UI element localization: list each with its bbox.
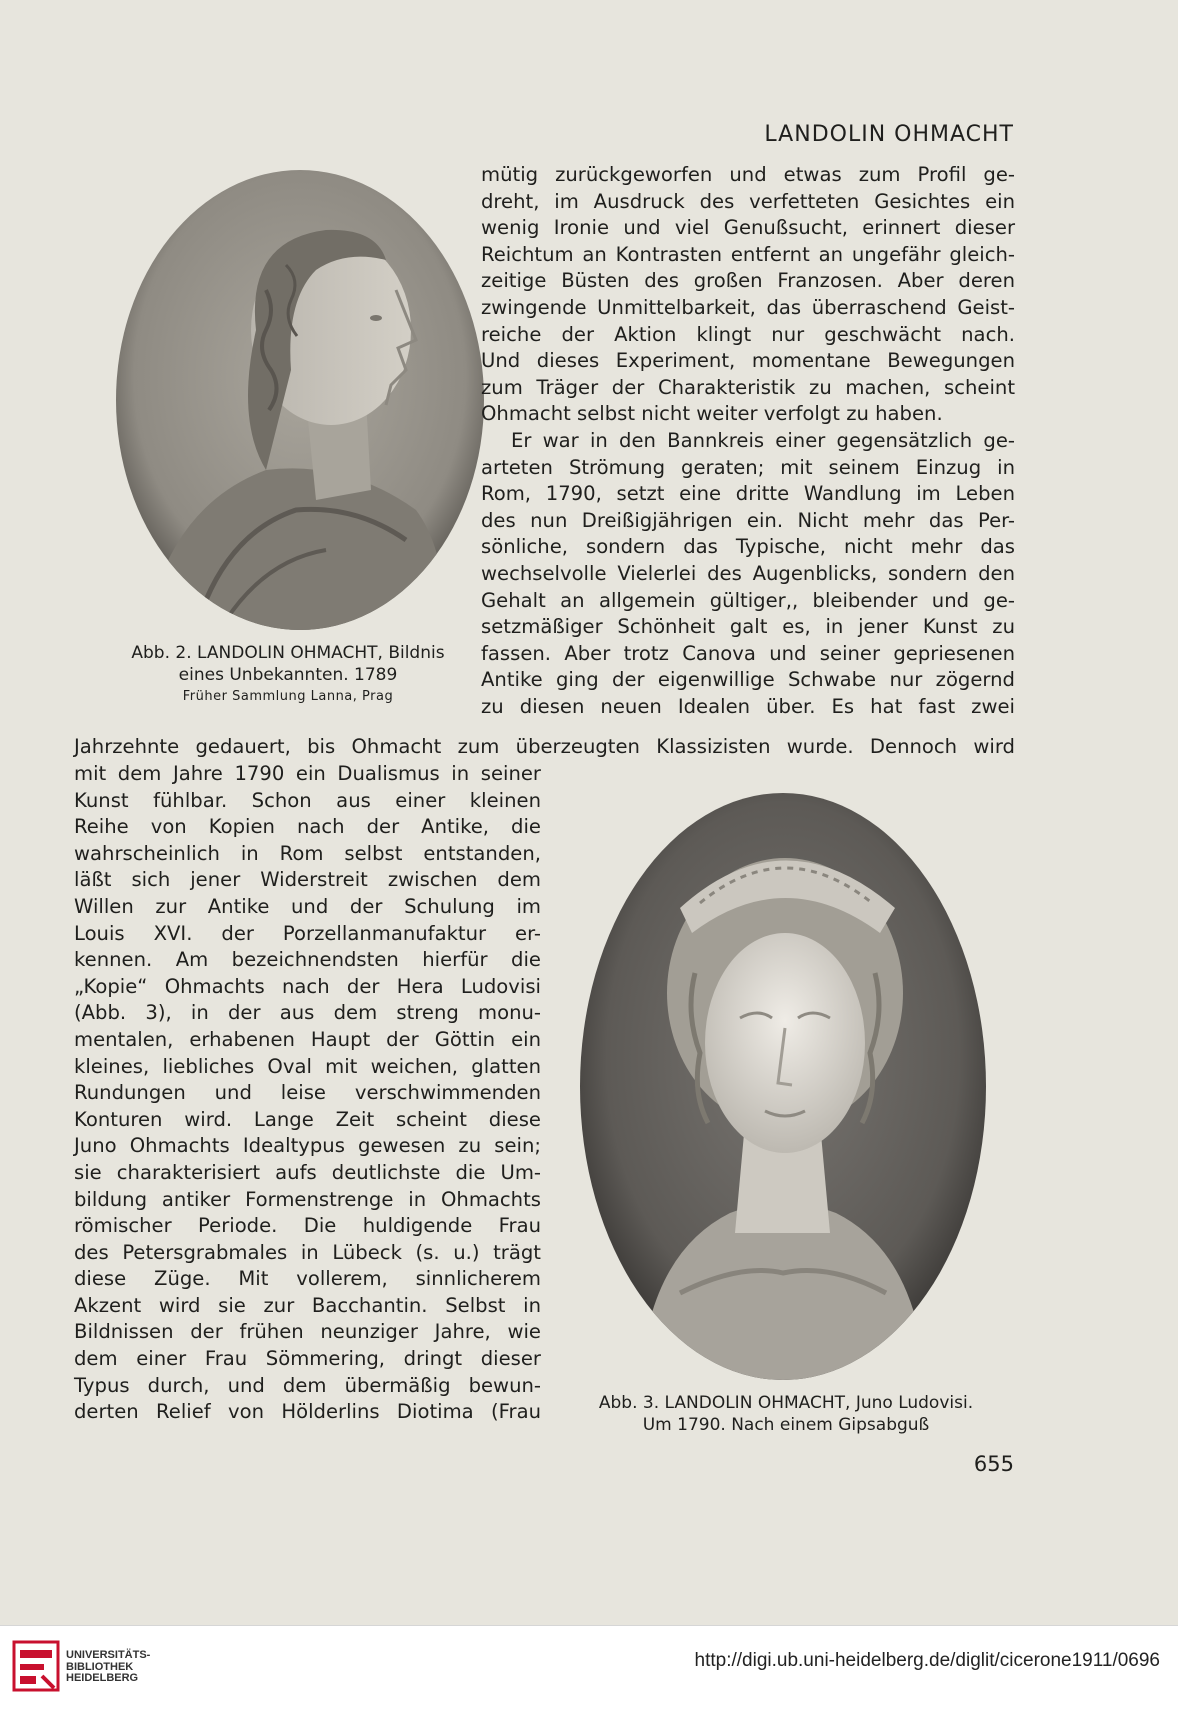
text-line: derten Relief von Hölderlins Diotima (Frau (74, 1400, 541, 1424)
text-line: kennen. Am bezeichnendsten hierfür die (74, 948, 541, 972)
figure-2-caption (94, 642, 482, 708)
text-line: bildung antiker Formenstrenge in Ohmachts (74, 1187, 541, 1211)
footer-bar (0, 1625, 1178, 1712)
text-line: sie charakterisiert aufs deutlichste die Um- (74, 1160, 541, 1184)
text-line: Jahrzehnte gedauert, bis Ohmacht zum überzeugten Klassizisten wurde. Dennoch wird (74, 735, 1015, 758)
permalink-url[interactable]: http://digi.ub.uni-heidelberg.de/diglit/cicerone1911/0696 (694, 1650, 1160, 1671)
figure-3-caption (556, 1392, 1016, 1436)
text-line: läßt sich jener Widerstreit zwischen dem (74, 868, 541, 892)
text-line: Reichtum an Kontrasten entfernt an ungefähr gleich- (481, 242, 1015, 266)
figure-3-caption-title: Abb. 3. LANDOLIN OHMACHT, Juno Ludovisi. (598, 1393, 974, 1413)
text-line: Er war in den Bannkreis einer gegensätzlich ge- (511, 428, 1015, 452)
figure-3-juno-relief (580, 793, 986, 1380)
figure-2-portrait-relief (116, 170, 484, 630)
text-line: wechselvolle Vielerlei des Augenblicks, sondern den (481, 561, 1015, 585)
text-line: zwingende Unmittelbarkeit, das überraschend Geist- (481, 295, 1015, 319)
text-line: diese Züge. Mit vollerem, sinnlicherem (74, 1267, 541, 1291)
text-line: Bildnissen der frühen neunziger Jahre, wie (74, 1320, 541, 1344)
text-line: Antike ging der eigenwillige Schwabe nur zögernd (481, 668, 1015, 692)
page-number: 655 (973, 1452, 1014, 1476)
text-line: kleines, liebliches Oval mit weichen, glatten (74, 1054, 541, 1078)
text-line: Rundungen und leise verschwimmenden (74, 1081, 541, 1105)
text-line: mütig zurückgeworfen und etwas zum Profil ge- (481, 163, 1015, 186)
text-line: mentalen, erhabenen Haupt der Göttin ein (74, 1027, 541, 1051)
text-line: mit dem Jahre 1790 ein Dualismus in seiner (74, 762, 541, 785)
text-line: zeitige Büsten des großen Franzosen. Aber deren (481, 269, 1015, 293)
text-line: setzmäßiger Schönheit galt es, in jener Kunst zu (481, 615, 1015, 639)
library-name (66, 1650, 150, 1685)
text-line: Juno Ohmachts Idealtypus gewesen zu sein; (74, 1134, 541, 1158)
library-name-line: UNIVERSITÄTS- (66, 1649, 151, 1661)
running-title: LANDOLIN OHMACHT (764, 122, 1014, 147)
text-line: dreht, im Ausdruck des verfetteten Gesichtes ein (481, 189, 1015, 213)
body-text-right-column (481, 162, 1015, 720)
library-name-line: BIBLIOTHEK (66, 1660, 134, 1673)
text-line: zu diesen neuen Idealen über. Es hat fast zwei (481, 694, 1015, 718)
text-line: Willen zur Antike und der Schulung im (74, 894, 541, 918)
text-line: Rom, 1790, setzt eine dritte Wandlung im Leben (481, 482, 1015, 506)
text-line: reiche der Aktion klingt nur geschwächt nach. (481, 322, 1015, 346)
text-line: arteten Strömung geraten; mit seinem Einzug in (481, 455, 1015, 479)
figure-2-caption-subtitle: eines Unbekannten. 1789 (178, 665, 398, 685)
university-library-logo-icon (12, 1640, 62, 1694)
text-line: fassen. Aber trotz Canova und seiner gepriesenen (481, 641, 1015, 665)
text-line: Konturen wird. Lange Zeit scheint diese (74, 1107, 541, 1131)
text-line: des Petersgrabmales in Lübeck (s. u.) trägt (74, 1240, 541, 1264)
text-line: zum Träger der Charakteristik zu machen, scheint (481, 375, 1015, 399)
figure-2-caption-provenance: Früher Sammlung Lanna, Prag (182, 689, 394, 704)
text-line: sönliche, sondern das Typische, nicht mehr das (481, 535, 1015, 559)
body-text-full-width (74, 734, 1015, 761)
text-line: Akzent wird sie zur Bacchantin. Selbst in (74, 1293, 541, 1317)
text-line: dem einer Frau Sömmering, dringt dieser (74, 1347, 541, 1371)
text-line: wahrscheinlich in Rom selbst entstanden, (74, 841, 541, 865)
text-line: Gehalt an allgemein gültiger,, bleibender und ge- (481, 588, 1015, 612)
text-line: Ohmacht selbst nicht weiter verfolgt zu haben. (481, 402, 943, 426)
library-name-line: HEIDELBERG (66, 1672, 139, 1684)
text-line: Und dieses Experiment, momentane Bewegungen (481, 349, 1015, 373)
text-line: des nun Dreißigjährigen ein. Nicht mehr das Per- (481, 508, 1015, 532)
text-line: Louis XVI. der Porzellanmanufaktur er- (74, 921, 541, 945)
text-line: römischer Periode. Die huldigende Frau (74, 1214, 541, 1238)
text-line: Reihe von Kopien nach der Antike, die (74, 815, 541, 839)
text-line: wenig Ironie und viel Genußsucht, erinnert dieser (481, 216, 1015, 240)
text-line: (Abb. 3), in der aus dem streng monu- (74, 1001, 541, 1025)
figure-3-caption-subtitle: Um 1790. Nach einem Gipsabguß (642, 1415, 930, 1435)
text-line: Kunst fühlbar. Schon aus einer kleinen (74, 788, 541, 812)
text-line: „Kopie“ Ohmachts nach der Hera Ludovisi (74, 974, 541, 998)
text-line: Typus durch, und dem übermäßig bewun- (74, 1373, 541, 1397)
figure-2-caption-title: Abb. 2. LANDOLIN OHMACHT, Bildnis (131, 643, 445, 663)
body-text-left-column (74, 761, 541, 1426)
